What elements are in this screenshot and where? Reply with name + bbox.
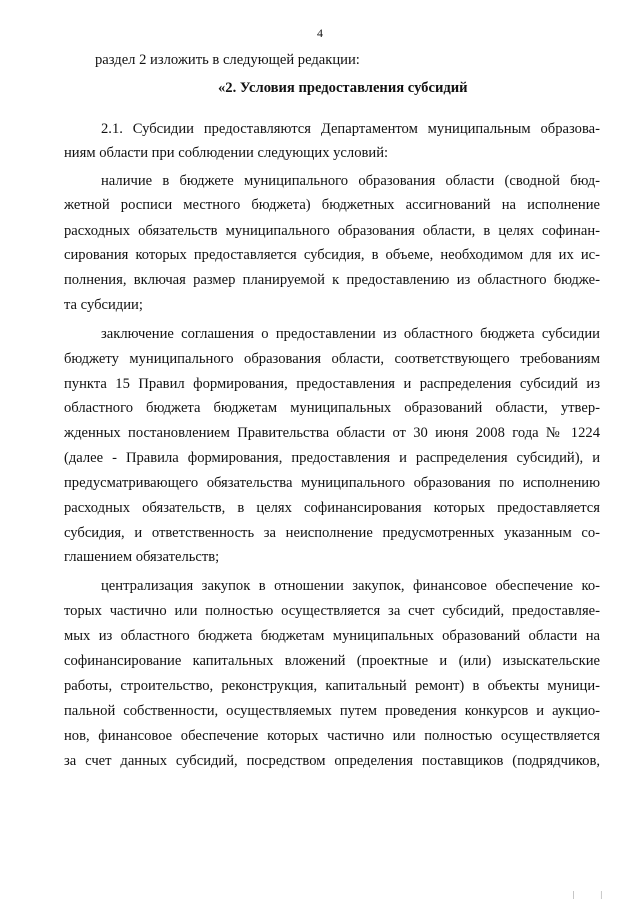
text-line: 2.1. Субсидии предоставляются Департаментом муниципальным образова- bbox=[101, 121, 600, 137]
text-line: полнения, включая размер планируемой к предоставлению из областного бюдже- bbox=[64, 272, 600, 288]
text-line: субсидия, и ответственность за неисполнение предусмотренных указанным со- bbox=[64, 525, 600, 541]
scan-marks: | | bbox=[572, 890, 614, 899]
text-line: жденных постановлением Правительства области от 30 июня 2008 года № 1224 bbox=[64, 425, 600, 441]
text-line: предусматривающего обязательства муниципального образования по исполнению bbox=[64, 475, 600, 491]
text-line: (далее - Правила формирования, предоставления и распределения субсидий), и bbox=[64, 450, 600, 466]
text-line: бюджету муниципального образования области, соответствующего требованиям bbox=[64, 351, 600, 367]
text-line: торых частично или полностью осуществляется за счет субсидий, предоставляе- bbox=[64, 603, 600, 619]
text-line: мых из областного бюджета бюджетам муниципальных образований области на bbox=[64, 628, 600, 644]
text-line: централизация закупок в отношении закупок, финансовое обеспечение ко- bbox=[101, 578, 600, 594]
text-line: пункта 15 Правил формирования, предоставления и распределения субсидий из bbox=[64, 376, 600, 392]
text-line: наличие в бюджете муниципального образования области (сводной бюд- bbox=[101, 173, 600, 189]
text-line: глашением обязательств; bbox=[64, 549, 220, 565]
section-heading: «2. Условия предоставления субсидий bbox=[218, 80, 468, 96]
text-line: работы, строительство, реконструкция, капитальный ремонт) в объекты муници- bbox=[64, 678, 600, 694]
text-line: расходных обязательств муниципального образования области, в целях софинан- bbox=[64, 223, 600, 239]
text-line: жетной росписи местного бюджета) бюджетных ассигнований на исполнение bbox=[64, 197, 600, 213]
text-line: областного бюджета бюджетам муниципальных образований области, утвер- bbox=[64, 400, 600, 416]
text-line: расходных обязательств, в целях софинансирования которых предоставляется bbox=[64, 500, 600, 516]
text-line: сирования которых предоставляется субсидия, в объеме, необходимом для их ис- bbox=[64, 247, 600, 263]
page-number: 4 bbox=[317, 26, 323, 40]
text-line: ниям области при соблюдении следующих условий: bbox=[64, 145, 389, 161]
text-line: софинансирование капитальных вложений (проектные и (или) изыскательские bbox=[64, 653, 600, 669]
text-line: нов, финансовое обеспечение которых частично или полностью осуществляется bbox=[64, 728, 600, 744]
text-line: пальной собственности, осуществляемых путем проведения конкурсов и аукцио- bbox=[64, 703, 600, 719]
intro-line: раздел 2 изложить в следующей редакции: bbox=[95, 52, 360, 68]
text-line: та субсидии; bbox=[64, 297, 143, 313]
text-line: за счет данных субсидий, посредством определения поставщиков (подрядчиков, bbox=[64, 753, 600, 769]
text-line: заключение соглашения о предоставлении из областного бюджета субсидии bbox=[101, 326, 600, 342]
